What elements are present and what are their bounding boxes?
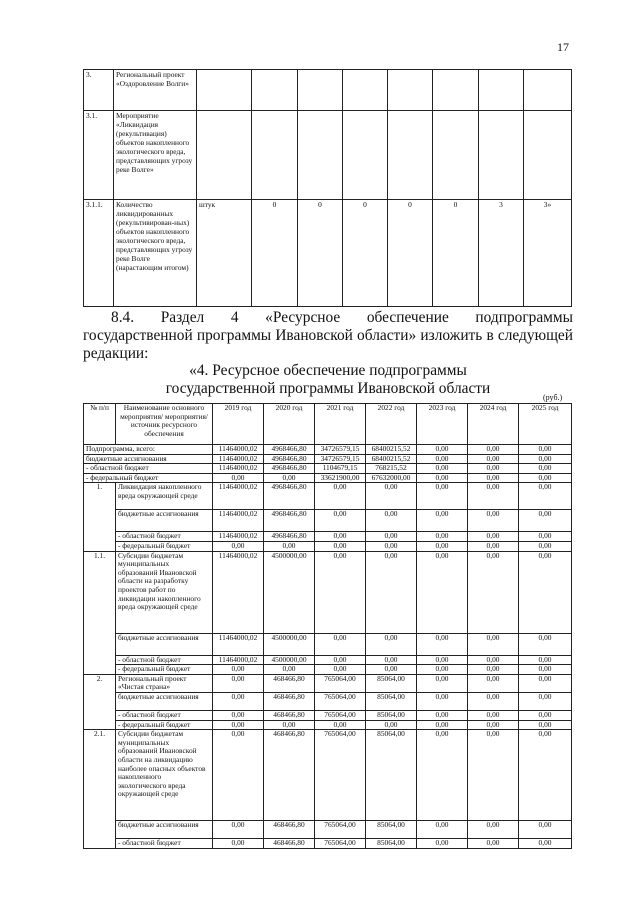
value-cell: 0,00	[468, 541, 519, 551]
row-label: - областной бюджет	[116, 532, 213, 542]
value-cell: 0,00	[468, 720, 519, 730]
value-cell	[388, 111, 433, 200]
value-cell: 0,00	[315, 510, 366, 532]
value-cell	[343, 111, 388, 200]
value-cell: 0,00	[468, 692, 519, 710]
amendment-paragraph	[83, 309, 573, 363]
value-cell	[433, 111, 479, 200]
row-label: Субсидии бюджетам муниципальных образований Ивановской области на разработку проектов работ по ликвидации накопленного вреда окружающей среде	[116, 551, 213, 633]
value-cell: 0,00	[519, 730, 572, 821]
row-label: - областной бюджет	[116, 655, 213, 665]
column-header: № п/п	[84, 404, 116, 445]
value-cell: 0,00	[519, 692, 572, 710]
table-row	[84, 532, 572, 542]
value-cell: 0	[388, 200, 433, 307]
currency-unit: (руб.)	[543, 393, 563, 402]
value-cell	[524, 70, 572, 111]
value-cell: 0,00	[366, 633, 417, 655]
value-cell: 768215,52	[366, 464, 417, 474]
value-cell: 0,00	[417, 655, 468, 665]
value-cell: 0,00	[468, 445, 519, 455]
value-cell	[388, 70, 433, 111]
value-cell	[298, 111, 343, 200]
table-row	[84, 665, 572, 675]
value-cell: 0,00	[417, 720, 468, 730]
value-cell: 0,00	[468, 473, 519, 483]
value-cell	[252, 70, 298, 111]
row-label: бюджетные ассигнования	[84, 454, 213, 464]
table-row	[84, 483, 572, 510]
indicators-table	[83, 69, 572, 307]
table-row	[84, 551, 572, 633]
value-cell: 0,00	[417, 483, 468, 510]
column-header: 2024 год	[468, 404, 519, 445]
value-cell: 4500000,00	[264, 655, 315, 665]
section-heading-line: «4. Ресурсное обеспечение подпрограммы	[189, 362, 467, 379]
value-cell: 0,00	[366, 541, 417, 551]
value-cell: 85064,00	[366, 730, 417, 821]
value-cell: 0,00	[366, 483, 417, 510]
row-label: Подпрограмма, всего:	[84, 445, 213, 455]
row-label: Региональный проект «Чистая страна»	[116, 674, 213, 692]
row-label: - федеральный бюджет	[116, 720, 213, 730]
section-heading-line: государственной программы Ивановской области	[165, 380, 491, 397]
value-cell: 0,00	[417, 541, 468, 551]
value-cell: 1104679,15	[315, 464, 366, 474]
row-number: 3.	[84, 70, 114, 111]
value-cell	[252, 111, 298, 200]
value-cell: 0,00	[519, 473, 572, 483]
table-row	[84, 200, 572, 307]
value-cell: 0	[298, 200, 343, 307]
table-row	[84, 70, 572, 111]
value-cell: 0	[343, 200, 388, 307]
value-cell: 0,00	[315, 532, 366, 542]
value-cell: 0,00	[468, 730, 519, 821]
value-cell: 0,00	[468, 821, 519, 839]
page-number: 17	[557, 40, 569, 54]
row-number: 3.1.1.	[84, 200, 114, 307]
column-header: 2025 год	[519, 404, 572, 445]
value-cell	[298, 70, 343, 111]
value-cell: 0,00	[213, 665, 264, 675]
value-cell: 0,00	[315, 665, 366, 675]
value-cell: 85064,00	[366, 692, 417, 710]
value-cell: 0,00	[468, 710, 519, 720]
value-cell: 11464000,02	[213, 551, 264, 633]
value-cell: 0,00	[519, 464, 572, 474]
row-unit	[197, 111, 252, 200]
value-cell: 0,00	[264, 473, 315, 483]
row-label: - областной бюджет	[116, 710, 213, 720]
value-cell: 68400215,52	[366, 454, 417, 464]
value-cell: 0,00	[519, 551, 572, 633]
value-cell: 4968466,80	[264, 454, 315, 464]
value-cell: 3	[479, 200, 524, 307]
row-label: бюджетные ассигнования	[116, 821, 213, 839]
table-row	[84, 510, 572, 532]
value-cell: 85064,00	[366, 710, 417, 720]
value-cell: 0,00	[519, 839, 572, 849]
paragraph-line: 8.4. Раздел 4 «Ресурсное обеспечение подпрограммы	[111, 309, 573, 326]
row-number: 1.1.	[84, 551, 116, 674]
value-cell: 11464000,02	[213, 633, 264, 655]
table-row	[84, 730, 572, 821]
resource-table	[83, 403, 572, 849]
value-cell: 11464000,02	[213, 483, 264, 510]
value-cell: 0,00	[519, 532, 572, 542]
value-cell: 0,00	[315, 483, 366, 510]
row-label: - федеральный бюджет	[116, 541, 213, 551]
value-cell: 0,00	[468, 454, 519, 464]
summary-row	[84, 445, 572, 455]
table-row	[84, 821, 572, 839]
row-number: 1.	[84, 483, 116, 551]
value-cell: 4500000,00	[264, 633, 315, 655]
value-cell: 0,00	[417, 674, 468, 692]
value-cell: 4500000,00	[264, 551, 315, 633]
value-cell: 0,00	[519, 483, 572, 510]
value-cell: 11464000,02	[213, 464, 264, 474]
value-cell: 0,00	[315, 551, 366, 633]
value-cell: 0,00	[315, 720, 366, 730]
summary-row	[84, 473, 572, 483]
value-cell: 0,00	[213, 541, 264, 551]
value-cell: 0,00	[366, 655, 417, 665]
value-cell: 468466,80	[264, 710, 315, 720]
value-cell: 11464000,02	[213, 655, 264, 665]
value-cell: 0,00	[366, 665, 417, 675]
header-row	[84, 404, 572, 445]
table-row	[84, 111, 572, 200]
row-name: Мероприятие «Ликвидация (рекультивация) объектов накопленного экологического вреда, представляющих угрозу реке Волге»	[114, 111, 197, 200]
value-cell: 0,00	[417, 454, 468, 464]
row-name: Количество ликвидированных (рекультивирован-ных) объектов накопленного экологического вреда, представляющих угрозу реке Волге (нарастающим итогом)	[114, 200, 197, 307]
table-row	[84, 541, 572, 551]
value-cell: 765064,00	[315, 839, 366, 849]
value-cell: 0,00	[417, 510, 468, 532]
column-header: 2021 год	[315, 404, 366, 445]
value-cell: 765064,00	[315, 821, 366, 839]
value-cell	[524, 111, 572, 200]
value-cell: 0,00	[417, 730, 468, 821]
value-cell: 85064,00	[366, 674, 417, 692]
value-cell: 0	[252, 200, 298, 307]
table-row	[84, 674, 572, 692]
value-cell: 0,00	[519, 821, 572, 839]
value-cell: 0,00	[519, 445, 572, 455]
row-number: 2.	[84, 674, 116, 729]
value-cell: 765064,00	[315, 710, 366, 720]
table-row	[84, 692, 572, 710]
value-cell: 4968466,80	[264, 510, 315, 532]
value-cell: 11464000,02	[213, 454, 264, 464]
value-cell: 33621900,00	[315, 473, 366, 483]
value-cell: 468466,80	[264, 674, 315, 692]
row-label: - областной бюджет	[84, 464, 213, 474]
column-header: 2022 год	[366, 404, 417, 445]
value-cell: 0,00	[468, 532, 519, 542]
value-cell: 0,00	[417, 710, 468, 720]
value-cell: 4968466,80	[264, 532, 315, 542]
column-header: Наименование основного мероприятия/ мероприятия/ источник ресурсного обеспечения	[116, 404, 213, 445]
row-number: 2.1.	[84, 730, 116, 849]
row-label: Ликвидация накопленного вреда окружающей среде	[116, 483, 213, 510]
value-cell: 0,00	[213, 473, 264, 483]
value-cell: 0,00	[417, 839, 468, 849]
value-cell: 0,00	[519, 541, 572, 551]
value-cell: 68400215,52	[366, 445, 417, 455]
value-cell: 0,00	[519, 510, 572, 532]
row-label: - федеральный бюджет	[116, 665, 213, 675]
value-cell: 468466,80	[264, 821, 315, 839]
paragraph-line: государственной программы Ивановской области» изложить в следующей редакции:	[83, 327, 573, 362]
value-cell: 0,00	[213, 710, 264, 720]
value-cell: 0,00	[366, 720, 417, 730]
value-cell: 0,00	[315, 633, 366, 655]
column-header: 2020 год	[264, 404, 315, 445]
value-cell	[343, 70, 388, 111]
value-cell: 0,00	[519, 665, 572, 675]
summary-row	[84, 464, 572, 474]
value-cell: 765064,00	[315, 692, 366, 710]
value-cell: 0,00	[213, 674, 264, 692]
value-cell	[479, 111, 524, 200]
row-label: Субсидии бюджетам муниципальных образований Ивановской области на ликвидацию наиболее опасных объектов накопленного экологического вреда окружающей среде	[116, 730, 213, 821]
value-cell: 0,00	[213, 692, 264, 710]
value-cell: 0,00	[213, 720, 264, 730]
value-cell: 0,00	[519, 710, 572, 720]
column-header: 2023 год	[417, 404, 468, 445]
value-cell: 0,00	[519, 720, 572, 730]
value-cell: 468466,80	[264, 692, 315, 710]
value-cell: 0,00	[315, 655, 366, 665]
value-cell: 0,00	[468, 510, 519, 532]
value-cell: 67632000,00	[366, 473, 417, 483]
value-cell: 34726579,15	[315, 454, 366, 464]
table-row	[84, 655, 572, 665]
value-cell: 0	[433, 200, 479, 307]
value-cell: 0,00	[468, 464, 519, 474]
value-cell: 0,00	[417, 551, 468, 633]
value-cell: 0,00	[417, 633, 468, 655]
value-cell	[479, 70, 524, 111]
value-cell: 0,00	[417, 821, 468, 839]
value-cell: 0,00	[366, 551, 417, 633]
value-cell: 468466,80	[264, 839, 315, 849]
value-cell: 0,00	[264, 665, 315, 675]
value-cell: 0,00	[468, 839, 519, 849]
section-heading	[83, 362, 573, 398]
value-cell: 0,00	[417, 665, 468, 675]
value-cell: 0,00	[417, 464, 468, 474]
value-cell: 4968466,80	[264, 464, 315, 474]
value-cell: 0,00	[213, 839, 264, 849]
value-cell: 11464000,02	[213, 445, 264, 455]
value-cell: 0,00	[366, 510, 417, 532]
value-cell: 765064,00	[315, 674, 366, 692]
value-cell: 85064,00	[366, 839, 417, 849]
value-cell: 0,00	[264, 541, 315, 551]
value-cell: 0,00	[417, 692, 468, 710]
value-cell: 0,00	[417, 532, 468, 542]
value-cell	[433, 70, 479, 111]
value-cell: 0,00	[468, 483, 519, 510]
value-cell: 11464000,02	[213, 532, 264, 542]
value-cell: 0,00	[468, 665, 519, 675]
value-cell: 0,00	[468, 551, 519, 633]
row-label: - федеральный бюджет	[84, 473, 213, 483]
value-cell: 0,00	[213, 821, 264, 839]
table-row	[84, 633, 572, 655]
row-label: бюджетные ассигнования	[116, 692, 213, 710]
row-name: Региональный проект «Оздоровление Волги»	[114, 70, 197, 111]
value-cell: 0,00	[468, 655, 519, 665]
table-row	[84, 839, 572, 849]
value-cell: 0,00	[519, 454, 572, 464]
value-cell: 0,00	[468, 633, 519, 655]
value-cell: 0,00	[417, 445, 468, 455]
value-cell: 3»	[524, 200, 572, 307]
row-label: бюджетные ассигнования	[116, 510, 213, 532]
table-row	[84, 710, 572, 720]
value-cell: 4968466,80	[264, 483, 315, 510]
value-cell: 0,00	[417, 473, 468, 483]
value-cell: 0,00	[519, 655, 572, 665]
column-header: 2019 год	[213, 404, 264, 445]
row-label: бюджетные ассигнования	[116, 633, 213, 655]
value-cell: 11464000,02	[213, 510, 264, 532]
row-number: 3.1.	[84, 111, 114, 200]
row-unit	[197, 70, 252, 111]
value-cell: 0,00	[213, 730, 264, 821]
value-cell: 0,00	[468, 674, 519, 692]
table-row	[84, 720, 572, 730]
value-cell: 0,00	[366, 532, 417, 542]
value-cell: 468466,80	[264, 730, 315, 821]
row-label: - областной бюджет	[116, 839, 213, 849]
row-unit: штук	[197, 200, 252, 307]
value-cell: 4968466,80	[264, 445, 315, 455]
value-cell: 85064,00	[366, 821, 417, 839]
value-cell: 765064,00	[315, 730, 366, 821]
value-cell: 0,00	[519, 633, 572, 655]
value-cell: 0,00	[315, 541, 366, 551]
value-cell: 0,00	[264, 720, 315, 730]
value-cell: 0,00	[519, 674, 572, 692]
summary-row	[84, 454, 572, 464]
value-cell: 34726579,15	[315, 445, 366, 455]
